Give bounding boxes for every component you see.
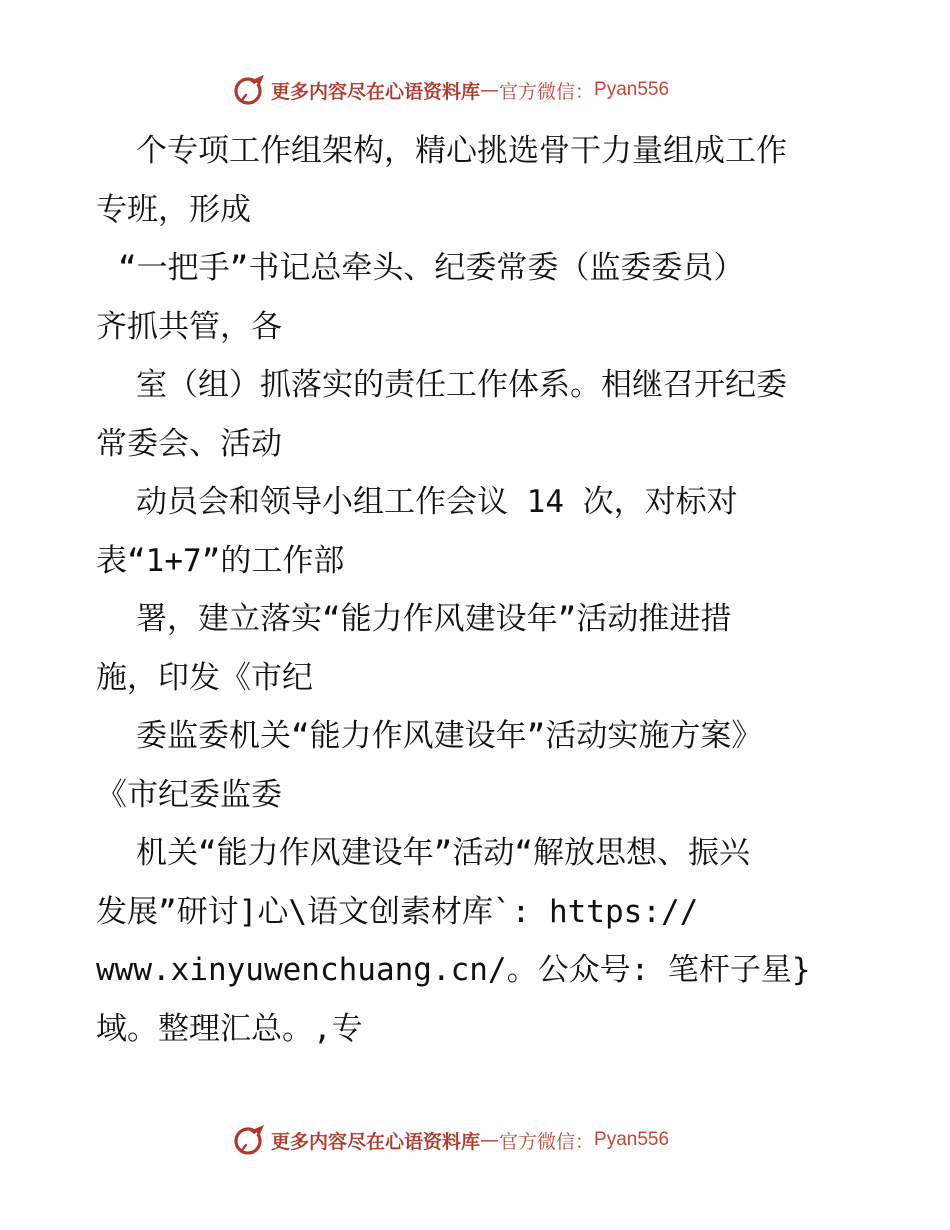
- banner-wechat-label: 官方微信：: [499, 80, 595, 103]
- body-line-12: 《市纪委监委: [96, 776, 282, 813]
- body-line-13: 机关“能力作风建设年”活动“解放思想、振兴: [136, 835, 750, 871]
- banner-wechat-id: Pyan556: [594, 1129, 670, 1150]
- quill-pen-circle-icon: [233, 1123, 267, 1157]
- body-line-2: 专班，形成: [96, 191, 251, 228]
- body-line-15: www.xinyuwenchuang.cn/。公众号: 笔杆子星}: [96, 952, 811, 988]
- body-line-16: 域。整理汇总。,专: [96, 1010, 363, 1047]
- body-line-7: 动员会和领导小组工作会议 14 次，对标对: [136, 484, 738, 520]
- body-line-5: 室（组）抓落实的责任工作体系。相继召开纪委: [136, 367, 787, 403]
- body-line-6: 常委会、活动: [96, 425, 282, 462]
- banner-title: 更多内容尽在心语资料库: [271, 80, 481, 103]
- body-line-9: 署，建立落实“能力作风建设年”活动推进措: [136, 601, 732, 637]
- body-line-11: 委监委机关“能力作风建设年”活动实施方案》: [136, 718, 763, 754]
- body-line-4: 齐抓共管，各: [96, 308, 282, 345]
- banner-title: 更多内容尽在心语资料库: [271, 1130, 481, 1153]
- body-line-8: 表“1+7”的工作部: [96, 542, 345, 579]
- body-line-14: 发展”研讨]心\语文创素材库`: https://: [96, 893, 699, 930]
- footer-banner[interactable]: [233, 1122, 713, 1158]
- body-line-10: 施，印发《市纪: [96, 659, 313, 696]
- document-body: [96, 122, 876, 1058]
- banner-dash: —: [480, 1129, 500, 1151]
- body-line-1: 个专项工作组架构，精心挑选骨干力量组成工作: [136, 133, 787, 169]
- body-line-3: “一把手”书记总牵头、纪委常委（监委委员）: [118, 250, 745, 286]
- banner-wechat-id: Pyan556: [594, 79, 670, 100]
- header-banner[interactable]: [233, 72, 713, 108]
- banner-wechat-label: 官方微信：: [499, 1130, 595, 1153]
- quill-pen-circle-icon: [233, 73, 267, 107]
- banner-dash: —: [480, 79, 500, 101]
